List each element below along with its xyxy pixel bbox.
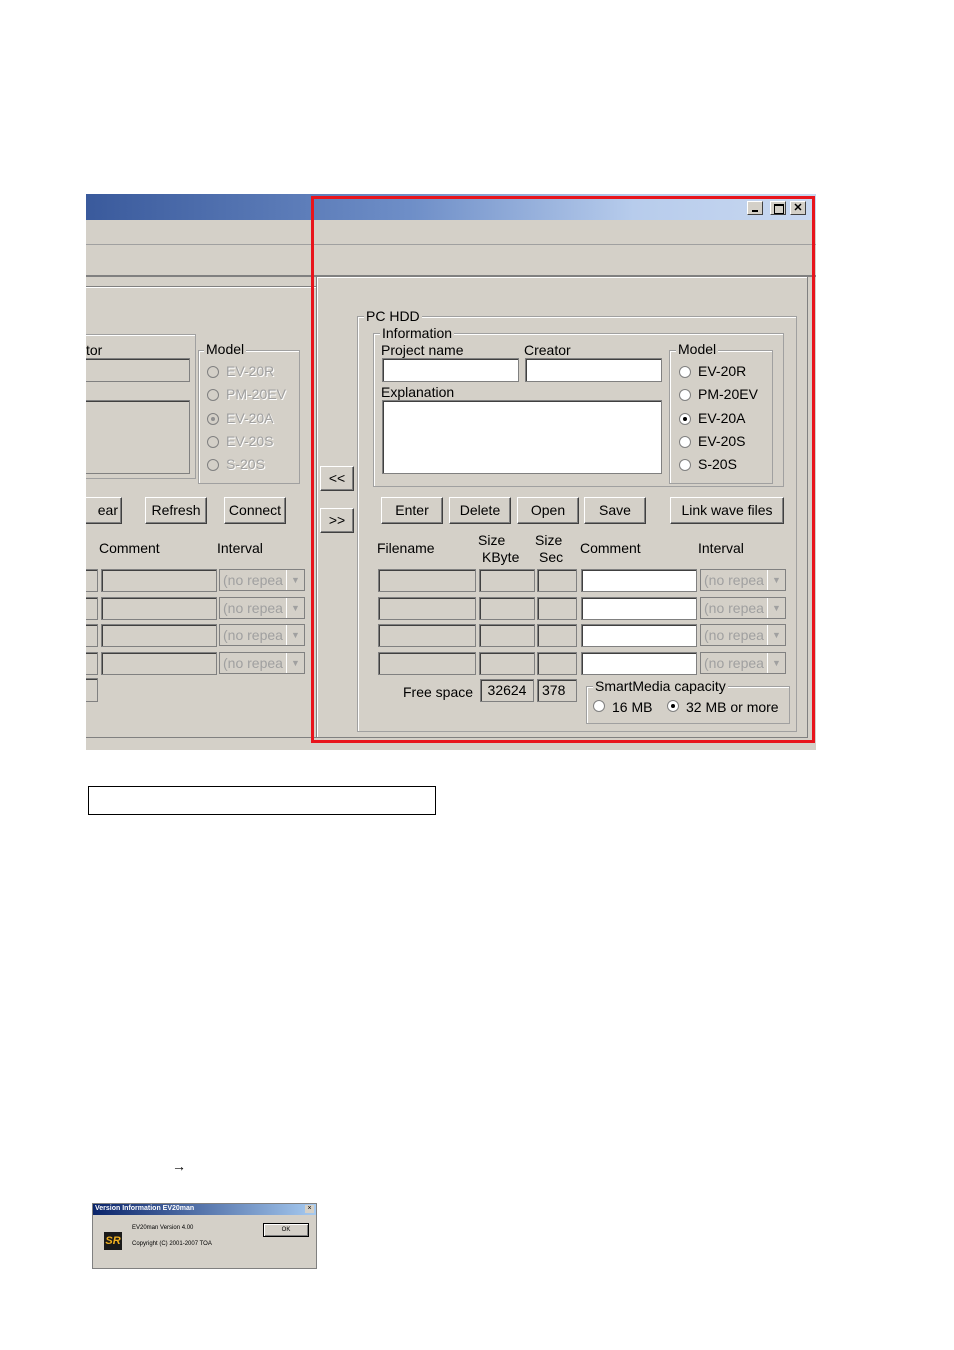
comment-header: Comment [580,540,641,556]
left-creator-field [86,358,190,382]
chevron-down-icon: ▼ [767,570,785,590]
interval-header: Interval [698,540,744,556]
version-dialog [92,1203,317,1269]
radio-selected-dot [211,417,215,421]
caption-box [88,786,436,815]
chevron-down-icon: ▼ [767,598,785,618]
left-model-label-s-20s: S-20S [226,456,265,472]
free-space-kbyte: 32624 [480,679,534,702]
chevron-down-icon: ▼ [767,653,785,673]
version-dialog-title: Version Information EV20man [95,1205,195,1212]
pc-model-label-ev-20s: EV-20S [698,433,746,449]
interval-value: (no repea [223,572,283,588]
model-label: Model [678,341,717,357]
open-button[interactable]: Open [517,497,579,524]
left-row-4-interval-select [219,652,305,674]
enter-button[interactable]: Enter [381,497,443,524]
app-logo-text: SR [105,1235,121,1247]
explanation-label: Explanation [381,384,455,400]
left-row-2-comment [101,597,217,620]
left-model-label-ev-20r: EV-20R [226,363,275,379]
left-row-1-interval-select [219,569,305,591]
left-radio-ev-20s [207,436,219,448]
free-space-label: Free space [403,684,474,700]
left-explanation-field [86,400,190,474]
left-row-2-interval-select [219,597,305,619]
size-kbyte-header-line1: Size [478,532,506,548]
left-row-3-interval-select [219,624,305,646]
left-radio-ev-20a [207,413,219,425]
close-icon: ✕ [793,202,803,214]
left-model-label-ev-20s: EV-20S [226,433,274,449]
pc-model-label-pm-20ev: PM-20EV [698,386,758,402]
left-row-3-comment [101,624,217,647]
left-model-label-ev-20a: EV-20A [226,410,274,426]
copy-to-pc-button[interactable]: >> [320,508,354,533]
interval-value: (no repea [223,655,283,671]
chevron-down-icon: ▼ [767,625,785,645]
chevron-down-icon: ▼ [286,598,304,618]
interval-value: (no repea [704,600,764,616]
size-sec-header-line2: Sec [539,549,564,565]
free-space-sec: 378 [537,679,577,702]
left-radio-pm-20ev [207,389,219,401]
app-logo-icon [104,1232,122,1250]
pc-model-label-s-20s: S-20S [698,456,737,472]
left-comment-header: Comment [99,540,160,556]
copy-to-smartmedia-button[interactable]: << [320,466,354,491]
highlight-frame [311,196,815,743]
chevron-down-icon: ▼ [286,570,304,590]
left-creator-label: tor [86,342,103,358]
version-dialog-title-bar [93,1204,316,1215]
smartmedia-capacity-label: SmartMedia capacity [595,678,726,694]
copyright-text: Copyright (C) 2001-2007 TOA [132,1241,212,1247]
link-wave-files-button[interactable]: Link wave files [670,497,784,524]
information-label: Information [382,325,453,341]
left-row-1-comment [101,569,217,592]
smartmedia-option-label-2: 32 MB or more [686,699,779,715]
interval-value: (no repea [704,627,764,643]
size-sec-header-line1: Size [535,532,563,548]
creator-label: Creator [524,342,571,358]
left-interval-header: Interval [217,540,263,556]
left-row-2-sec [86,597,98,620]
size-kbyte-header-line2: KByte [482,549,520,565]
smartmedia-option-label-1: 16 MB [612,699,653,715]
pc-model-label-ev-20r: EV-20R [698,363,747,379]
left-row-4-sec [86,652,98,675]
left-radio-ev-20r [207,366,219,378]
refresh-button[interactable]: Refresh [145,497,207,524]
version-dialog-close-icon[interactable]: × [305,1205,314,1213]
connect-button[interactable]: Connect [224,497,286,524]
interval-value: (no repea [223,600,283,616]
chevron-down-icon: ▼ [286,625,304,645]
left-row-1-sec [86,569,98,592]
project-name-label: Project name [381,342,464,358]
left-model-label: Model [206,341,245,357]
pc-model-label-ev-20a: EV-20A [698,410,746,426]
filename-header: Filename [377,540,435,556]
left-row-4-comment [101,652,217,675]
ok-button[interactable]: OK [263,1223,309,1237]
clear-button[interactable]: ear [86,497,122,524]
arrow-symbol: → [172,1158,186,1174]
left-radio-s-20s [207,459,219,471]
version-text: EV20man Version 4.00 [132,1225,194,1231]
left-model-label-pm-20ev: PM-20EV [226,386,286,402]
save-button[interactable]: Save [584,497,646,524]
delete-button[interactable]: Delete [449,497,511,524]
left-row-3-sec [86,624,98,647]
interval-value: (no repea [223,627,283,643]
left-free-space-field [86,678,98,702]
interval-value: (no repea [704,655,764,671]
interval-value: (no repea [704,572,764,588]
chevron-down-icon: ▼ [286,653,304,673]
pc-hdd-title: PC HDD [366,308,420,324]
